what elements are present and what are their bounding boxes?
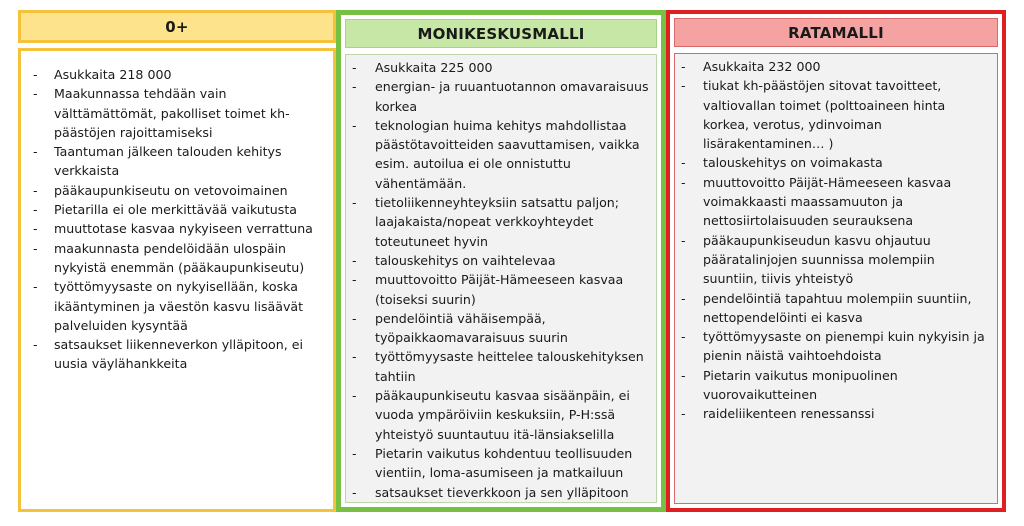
column-monikeskusmalli [336,10,666,512]
list-item: - työttömyysaste on nykyisellään, koska ikääntyminen ja väestön kasvu lisäävät palveluiden kysyntää [21,277,333,335]
list-item: - teknologian huima kehitys mahdollistaa päästötavoitteiden saavuttamisen, vaikka esim. autoilua ei ole onnistuttu vähentämään. [346,116,656,193]
bullet-list [346,58,656,502]
list-item: - pääkaupunkiseutu on vetovoimainen [21,181,333,200]
list-item: - energian- ja ruuantuotannon omavaraisuus korkea [346,77,656,116]
list-item: - Taantuman jälkeen talouden kehitys verkkaista [21,142,333,181]
list-item: - Maakunnassa tehdään vain välttämättömät, pakolliset toimet kh-päästöjen rajoittamiseksi [21,84,333,142]
list-item: - muuttovoitto Päijät-Hämeeseen kasvaa voimakkaasti maassamuuton ja nettosiirtolaisuuden seurauksena [675,173,997,231]
list-item: - Asukkaita 232 000 [675,57,997,76]
bullet-list [675,57,997,424]
bullet-list [21,65,333,374]
list-item: - pendelöintiä vähäisempää, työpaikkaomavaraisuus suurin [346,309,656,348]
column-header: 0+ [18,10,336,43]
list-item: - pendelöintiä tapahtuu molempiin suuntiin, nettopendelöinti ei kasva [675,289,997,328]
list-item: - talouskehitys on voimakasta [675,153,997,172]
list-item: - Asukkaita 218 000 [21,65,333,84]
list-item: - pääkaupunkiseutu kasvaa sisäänpäin, ei vuoda ympäröiviin keskuksiin, P-H:ssä yhteistyö suuntautuu itä-länsiakselilla [346,386,656,444]
list-item: - muuttotase kasvaa nykyiseen verrattuna [21,219,333,238]
list-item: - Pietarin vaikutus kohdentuu teollisuuden vientiin, loma-asumiseen ja matkailuun [346,444,656,483]
column-ratamalli [666,10,1006,512]
list-item: - työttömyysaste on pienempi kuin nykyisin ja pienin näistä vaihtoehdoista [675,327,997,366]
list-item: - tietoliikenneyhteyksiin satsattu paljon; laajakaista/nopeat verkkoyhteydet toteutuneet hyvin [346,193,656,251]
list-item: - tiukat kh-päästöjen sitovat tavoitteet, valtiovallan toimet (polttoaineen hinta korkea, verotus, ydinvoiman lisärakentaminen… ) [675,76,997,153]
list-item: - maakunnasta pendelöidään ulospäin nykyistä enemmän (pääkaupunkiseutu) [21,239,333,278]
list-item: - raideliikenteen renessanssi [675,404,997,423]
list-item: - talouskehitys on vaihtelevaa [346,251,656,270]
column-header: MONIKESKUSMALLI [345,19,657,48]
list-item: - satsaukset tieverkkoon ja sen ylläpitoon [346,483,656,502]
column-header: RATAMALLI [674,18,998,47]
list-item: - Pietarilla ei ole merkittävää vaikutusta [21,200,333,219]
list-item: - työttömyysaste heittelee talouskehityksen tahtiin [346,347,656,386]
list-item: - satsaukset liikenneverkon ylläpitoon, ei uusia väylähankkeita [21,335,333,374]
list-item: - muuttovoitto Päijät-Hämeeseen kasvaa (toiseksi suurin) [346,270,656,309]
list-item: - Asukkaita 225 000 [346,58,656,77]
column-body [345,54,657,503]
column-0plus [18,10,336,512]
list-item: - pääkaupunkiseudun kasvu ohjautuu pääratalinjojen suunnissa molempiin suuntiin, tiivis yhteistyö [675,231,997,289]
column-body [674,53,998,504]
list-item: - Pietarin vaikutus monipuolinen vuorovaikutteinen [675,366,997,405]
column-body [18,48,336,512]
